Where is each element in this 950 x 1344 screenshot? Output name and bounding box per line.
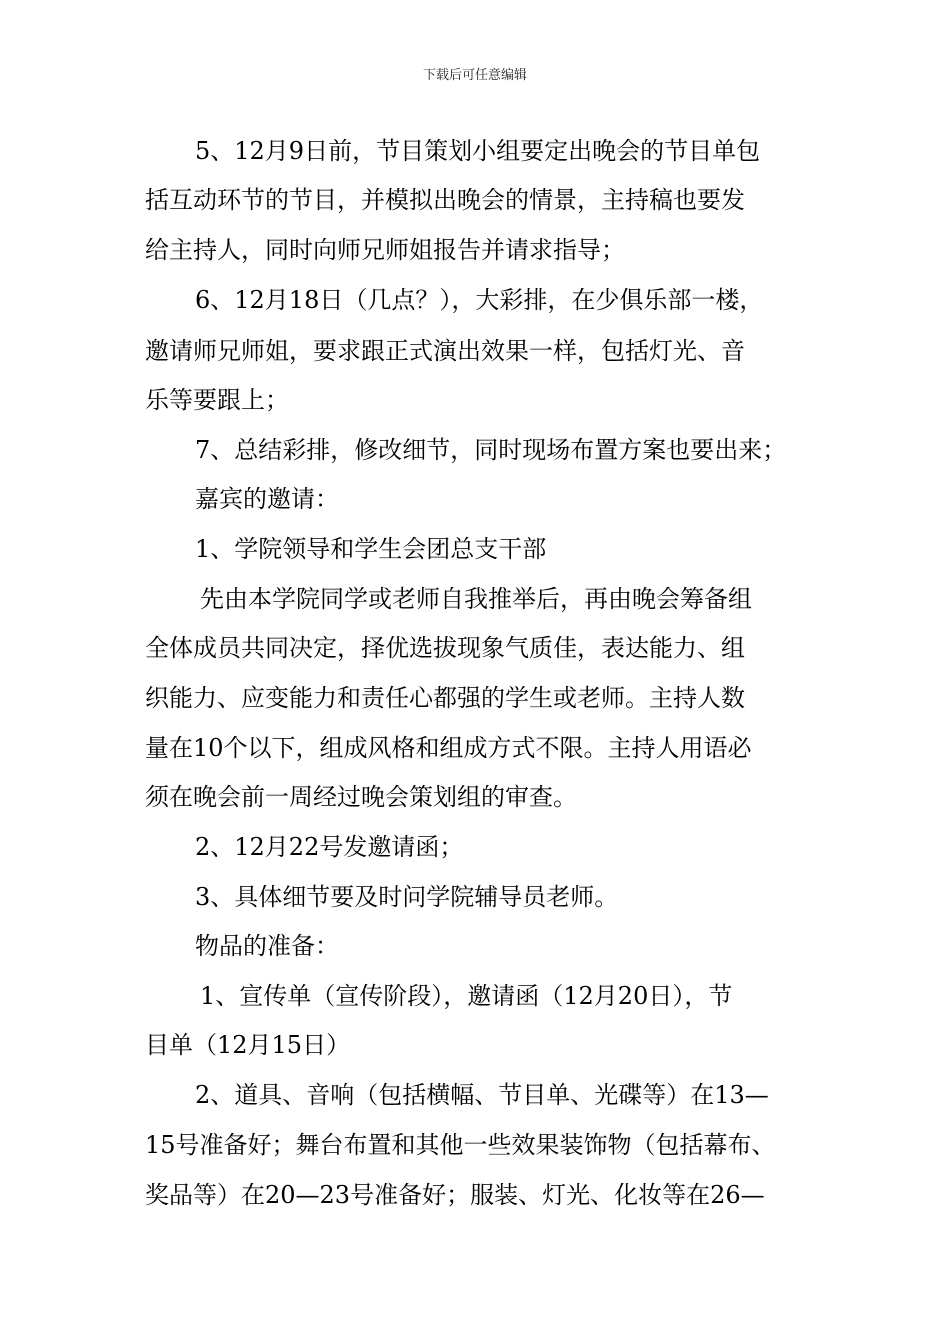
text-line-14: 须在晚会前一周经过晚会策划组的审查。 xyxy=(145,783,577,811)
text-line-20: 2、道具、音响（包括横幅、节目单、光碟等）在13— xyxy=(195,1081,769,1109)
text-line-8: 嘉宾的邀请： xyxy=(195,485,339,513)
text-line-7: 7、总结彩排，修改细节，同时现场布置方案也要出来； xyxy=(195,436,787,464)
text-line-11: 全体成员共同决定，择优选拔现象气质佳，表达能力、组 xyxy=(145,634,745,662)
text-line-18: 1、宣传单（宣传阶段），邀请函（12月20日），节 xyxy=(200,982,733,1010)
text-line-16: 3、具体细节要及时问学院辅导员老师。 xyxy=(195,883,619,911)
page-header: 下载后可任意编辑 xyxy=(422,68,527,83)
text-line-9: 1、学院领导和学生会团总支干部 xyxy=(195,535,547,563)
text-line-15: 2、12月22号发邀请函； xyxy=(195,833,464,861)
text-line-17: 物品的准备： xyxy=(195,932,339,960)
text-line-13: 量在10个以下，组成风格和组成方式不限。主持人用语必 xyxy=(145,734,752,762)
text-line-1: 5、12月9日前，节目策划小组要定出晚会的节目单包 xyxy=(195,137,761,165)
text-line-5: 邀请师兄师姐，要求跟正式演出效果一样，包括灯光、音 xyxy=(145,337,745,365)
text-line-10: 先由本学院同学或老师自我推举后，再由晚会筹备组 xyxy=(200,585,752,613)
text-line-19: 目单（12月15日） xyxy=(145,1031,351,1059)
text-line-6: 乐等要跟上； xyxy=(145,386,289,414)
text-line-22: 奖品等）在20—23号准备好；服装、灯光、化妆等在26— xyxy=(145,1181,765,1209)
text-line-3: 给主持人，同时向师兄师姐报告并请求指导； xyxy=(145,236,625,264)
text-line-2: 括互动环节的节目，并模拟出晚会的情景，主持稿也要发 xyxy=(145,186,745,214)
text-line-21: 15号准备好；舞台布置和其他一些效果装饰物（包括幕布、 xyxy=(145,1131,776,1159)
text-line-12: 织能力、应变能力和责任心都强的学生或老师。主持人数 xyxy=(145,684,745,712)
text-line-4: 6、12月18日（几点？），大彩排，在少俱乐部一楼， xyxy=(195,286,764,314)
